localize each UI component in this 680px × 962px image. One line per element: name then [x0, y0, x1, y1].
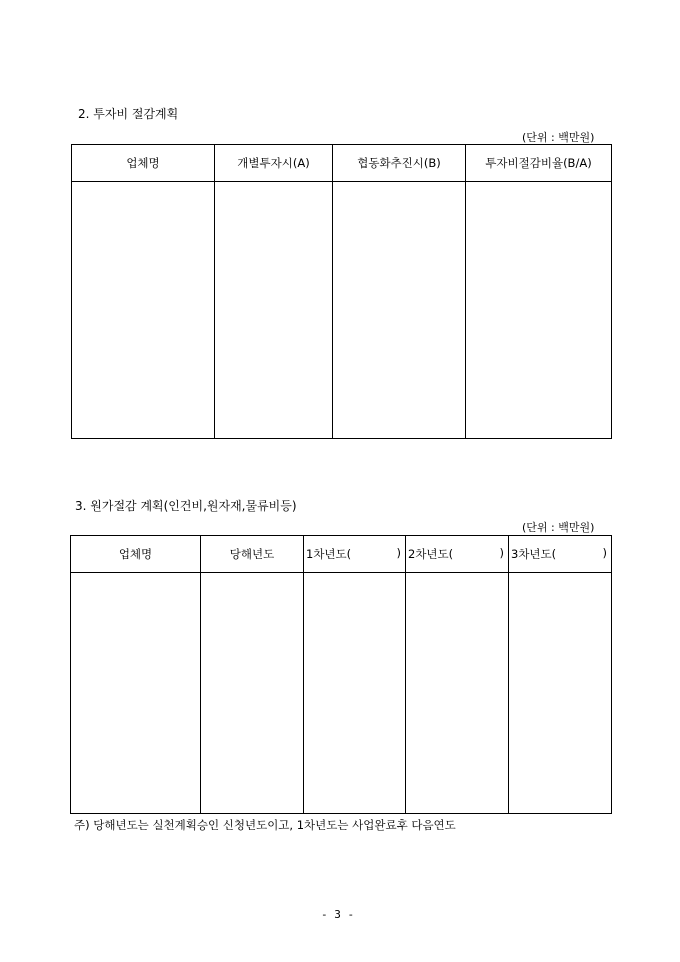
- header-current-year: 당해년도: [201, 536, 304, 573]
- header-year2: 2차년도( ): [406, 536, 509, 573]
- header-cooperative-investment: 협동화추진시(B): [333, 145, 466, 182]
- table-cell: [509, 573, 612, 814]
- table-cell: [466, 182, 612, 439]
- section3-heading: 3. 원가절감 계획(인건비,원자재,물류비등): [75, 499, 297, 513]
- cost-reduction-table: [70, 535, 612, 814]
- table-row: [71, 573, 612, 814]
- section3-unit-label: (단위 : 백만원): [522, 521, 595, 534]
- table-header-row: [72, 145, 612, 182]
- table-cell: [71, 573, 201, 814]
- table-row: [72, 182, 612, 439]
- table-cell: [201, 573, 304, 814]
- section2-unit-label: (단위 : 백만원): [522, 131, 595, 144]
- table-cell: [333, 182, 466, 439]
- header-individual-investment: 개별투자시(A): [215, 145, 333, 182]
- header-company: 업체명: [71, 536, 201, 573]
- investment-savings-table: [71, 144, 612, 439]
- table-cell: [72, 182, 215, 439]
- header-savings-ratio: 투자비절감비율(B/A): [466, 145, 612, 182]
- footnote: 주) 당해년도는 실천계획승인 신청년도이고, 1차년도는 사업완료후 다음연도: [74, 818, 456, 832]
- table-cell: [406, 573, 509, 814]
- section2-heading: 2. 투자비 절감계획: [78, 107, 179, 121]
- header-year3: 3차년도( ): [509, 536, 612, 573]
- table-header-row: [71, 536, 612, 573]
- header-company: 업체명: [72, 145, 215, 182]
- table-cell: [304, 573, 406, 814]
- header-year1: 1차년도( ): [304, 536, 406, 573]
- page-number: - 3 -: [321, 908, 355, 921]
- table-cell: [215, 182, 333, 439]
